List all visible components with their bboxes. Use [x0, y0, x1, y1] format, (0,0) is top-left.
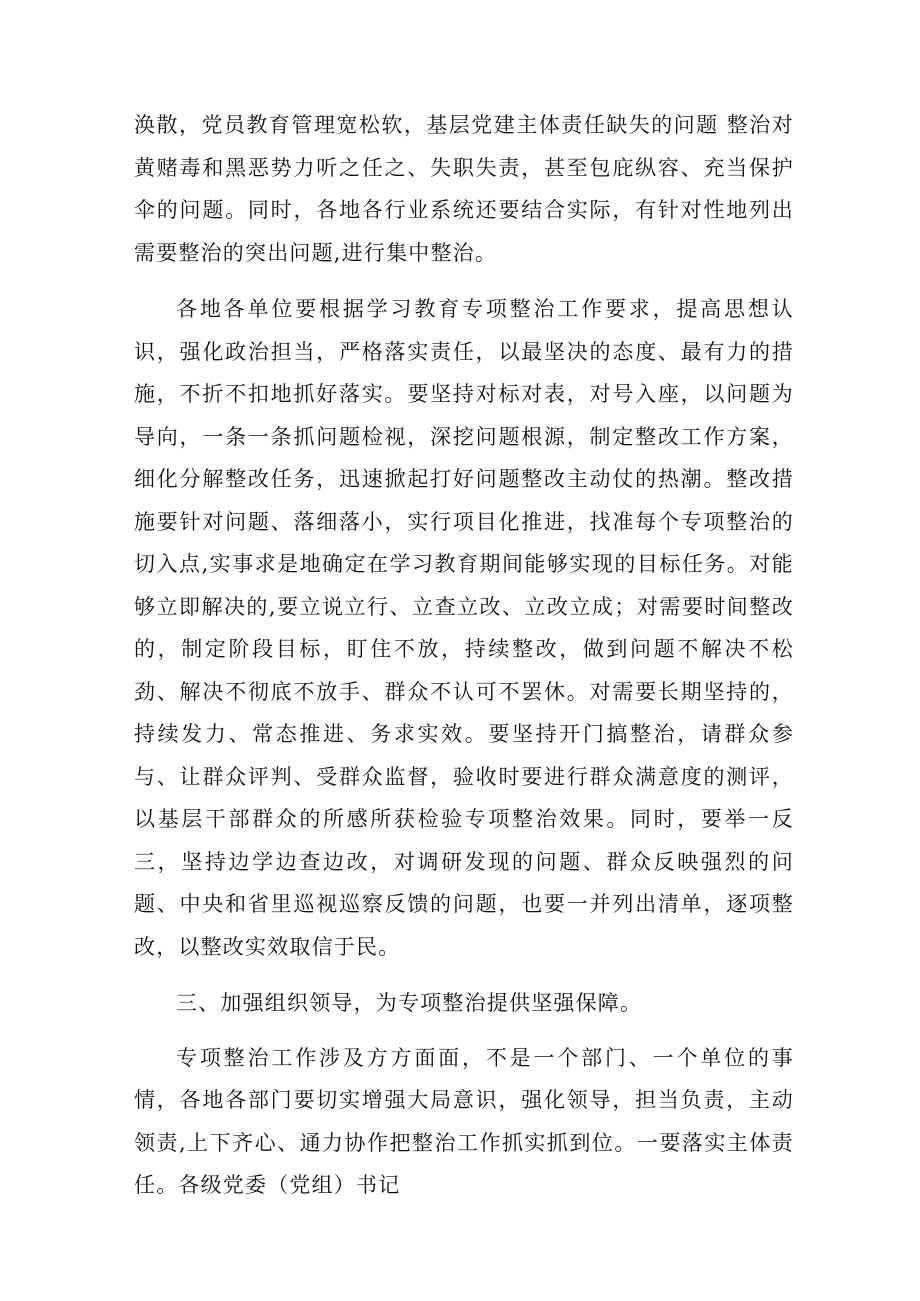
paragraph-continued: 涣散，党员教育管理宽松软，基层党建主体责任缺失的问题 整治对黄赌毒和黑恶势力听之任之、失职失责，甚至包庇纵容、充当保护伞的问题。同时，各地各行业系统还要结合实际，有针对性地列出需要整治的突出问题,进行集中整治。	[134, 113, 794, 265]
document-body	[134, 104, 794, 1221]
section-heading-3: 三、加强组织领导，为专项整治提供坚强保障。	[176, 991, 643, 1015]
paragraph-organization: 专项整治工作涉及方方面面，不是一个部门、一个单位的事情，各地各部门要切实增强大局意识，强化领导，担当负责，主动领责,上下齐心、通力协作把整治工作抓实抓到位。一要落实主体责任。各级党委（党组）书记	[134, 1045, 794, 1197]
paragraph-rectification: 各地各单位要根据学习教育专项整治工作要求，提高思想认识，强化政治担当，严格落实责任，以最坚决的态度、最有力的措施，不折不扣地抓好落实。要坚持对标对表，对号入座，以问题为导向，一条一条抓问题检视，深挖问题根源，制定整改工作方案，细化分解整改任务，迅速掀起打好问题整改主动仗的热潮。整改措施要针对问题、落细落小，实行项目化推进，找准每个专项整治的切入点,实事求是地确定在学习教育期间能够实现的目标任务。对能够立即解决的,要立说立行、立查立改、立改立成；对需要时间整改的，制定阶段目标，盯住不放，持续整改，做到问题不解决不松劲、解决不彻底不放手、群众不认可不罢休。对需要长期坚持的，持续发力、常态推进、务求实效。要坚持开门搞整治，请群众参与、让群众评判、受群众监督，验收时要进行群众满意度的测评，以基层干部群众的所感所获检验专项整治效果。同时，要举一反三，坚持边学边查边改，对调研发现的问题、群众反映强烈的问题、中央和省里巡视巡察反馈的问题，也要一并列出清单，逐项整改，以整改实效取信于民。	[134, 297, 794, 959]
